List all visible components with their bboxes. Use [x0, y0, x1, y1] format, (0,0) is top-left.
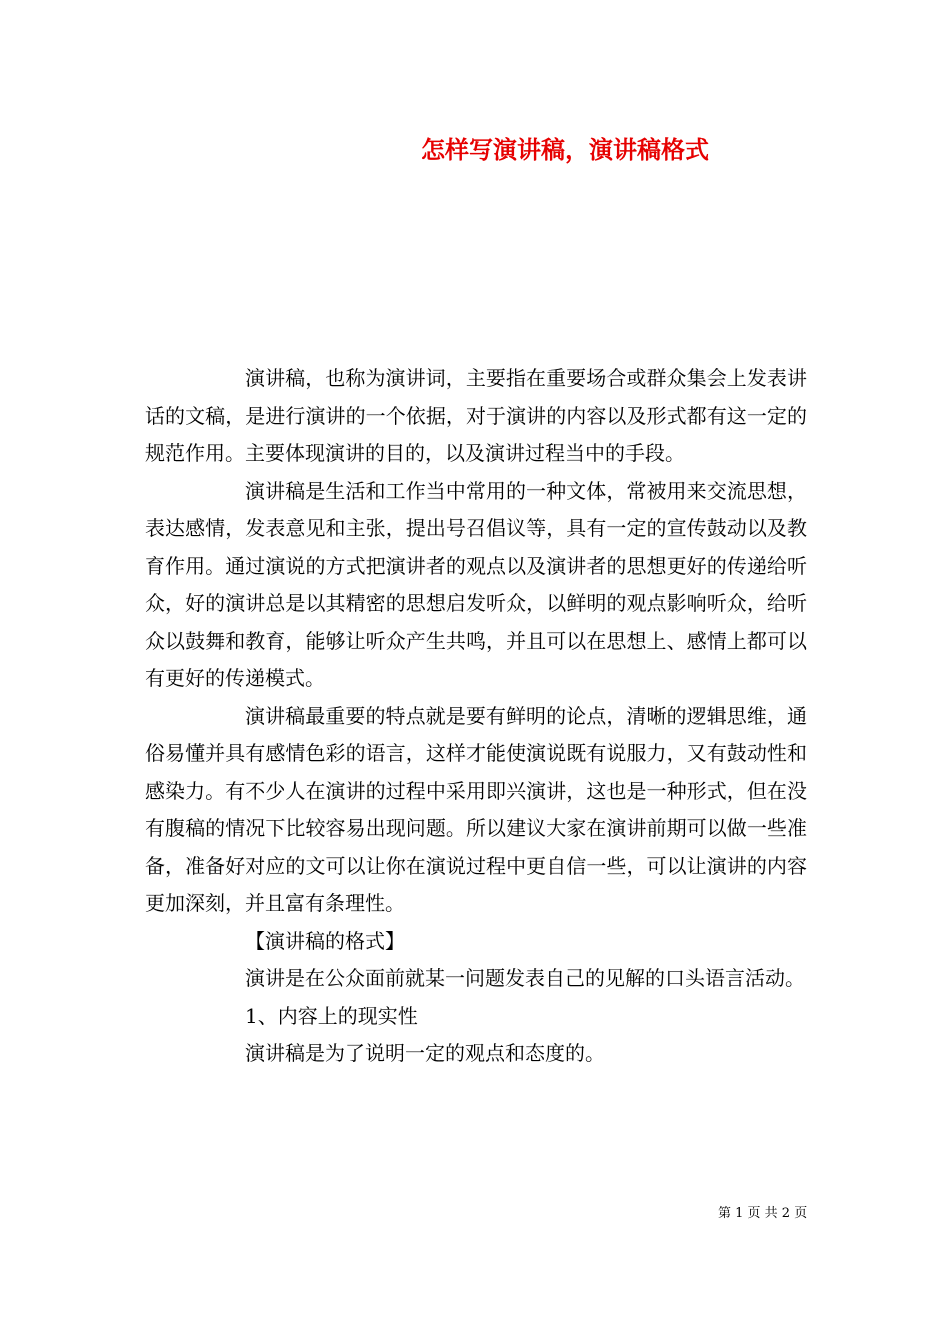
section-heading-format: 【演讲稿的格式】: [245, 928, 405, 953]
paragraph-purpose: 演讲稿是生活和工作当中常用的一种文体，常被用来交流思想，表达感情，发表意见和主张，提出号召倡议等，具有一定的宣传鼓动以及教育作用。通过演说的方式把演讲者的观点以及演讲者的思想更好的传递给听众，好的演讲总是以其精密的思想启发听众，以鲜明的观点影响听众，给听众以鼓舞和教育，能够让听众产生共鸣，并且可以在思想上、感情上都可以有更好的传递模式。: [145, 478, 807, 690]
page-number: 第 1 页 共 2 页: [718, 1206, 808, 1221]
document-title: 怎样写演讲稿，演讲稿格式: [421, 135, 709, 164]
paragraph-list-item-1: 演讲稿是为了说明一定的观点和态度的。: [245, 1041, 605, 1065]
list-item-heading-1: 1、内容上的现实性: [245, 1003, 418, 1028]
paragraph-features: 演讲稿最重要的特点就是要有鲜明的论点，清晰的逻辑思维，通俗易懂并具有感情色彩的语言，这样才能使演说既有说服力，又有鼓动性和感染力。有不少人在演讲的过程中采用即兴演讲，这也是一种形式，但在没有腹稿的情况下比较容易出现问题。所以建议大家在演讲前期可以做一些准备，准备好对应的文可以让你在演说过程中更自信一些，可以让演讲的内容更加深刻，并且富有条理性。: [145, 703, 807, 915]
document-body: [145, 360, 807, 1073]
paragraph-format-intro: 演讲是在公众面前就某一问题发表自己的见解的口头语言活动。: [245, 966, 805, 990]
paragraph-definition: 演讲稿，也称为演讲词，主要指在重要场合或群众集会上发表讲话的文稿，是进行演讲的一个依据，对于演讲的内容以及形式都有这一定的规范作用。主要体现演讲的目的，以及演讲过程当中的手段。: [145, 366, 807, 465]
